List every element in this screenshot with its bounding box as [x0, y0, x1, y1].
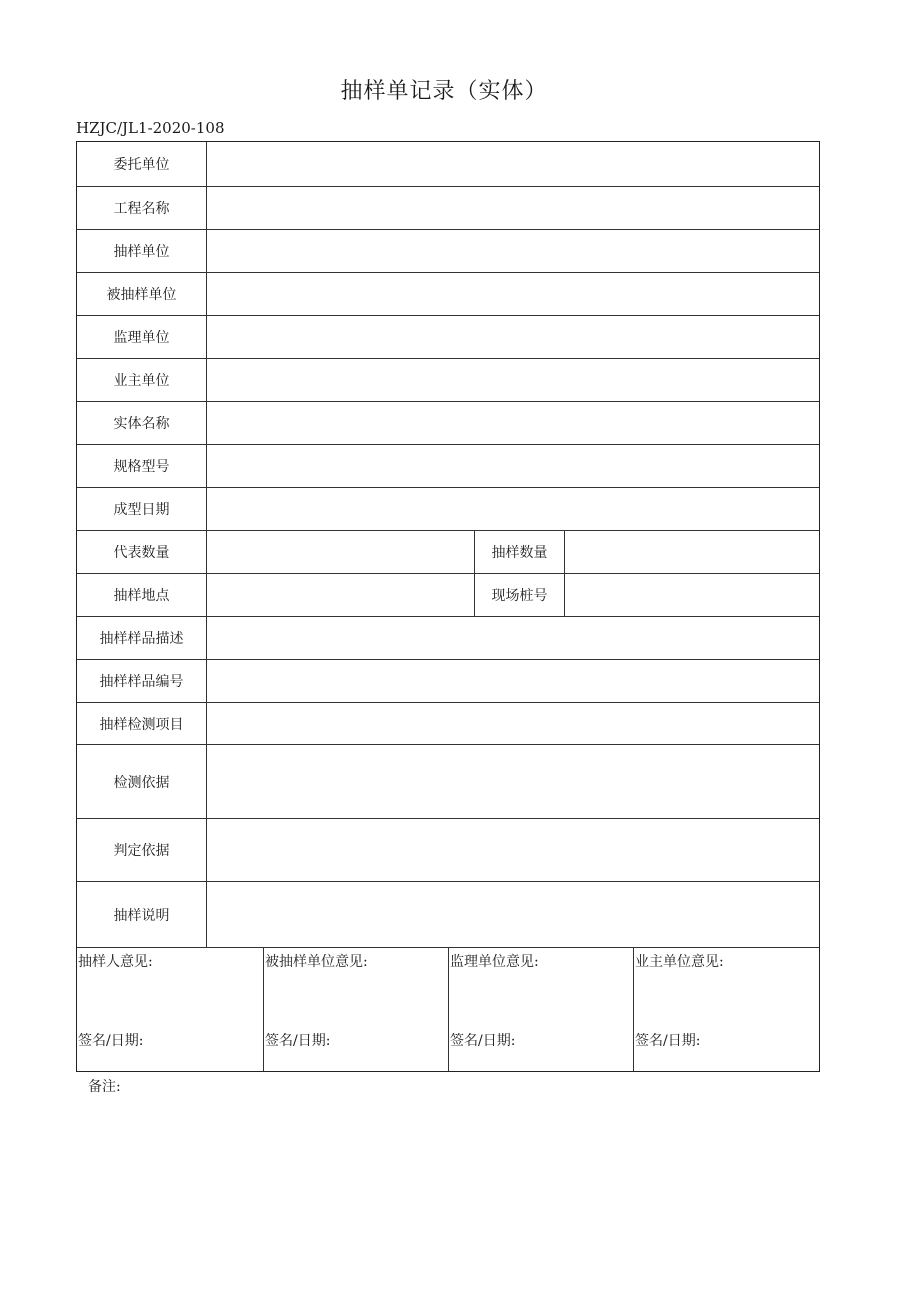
row-client-unit: [77, 142, 819, 187]
row-sampling-notes: [77, 882, 819, 948]
row-entity-name: [77, 402, 819, 445]
supervision-unit-opinion-label: 监理单位意见:: [450, 954, 539, 970]
field-test-basis[interactable]: [207, 745, 819, 818]
label-client-unit: 委托单位: [77, 142, 207, 186]
document-code: HZJC/JL1-2020-108: [76, 119, 225, 137]
signature-section: [77, 948, 819, 1071]
supervision-unit-sign-date-label: 签名/日期:: [450, 1033, 516, 1049]
field-sampling-notes[interactable]: [207, 882, 819, 947]
label-test-basis: 检测依据: [77, 745, 207, 818]
label-sampling-unit: 抽样单位: [77, 230, 207, 272]
owner-unit-opinion-label: 业主单位意见:: [635, 954, 724, 970]
row-sampling-location: [77, 574, 819, 617]
field-forming-date[interactable]: [207, 488, 819, 530]
field-spec-model[interactable]: [207, 445, 819, 487]
signature-owner-unit[interactable]: [634, 948, 819, 1071]
row-spec-model: [77, 445, 819, 488]
label-site-stake-number: 现场桩号: [475, 574, 565, 616]
label-owner-unit: 业主单位: [77, 359, 207, 401]
row-forming-date: [77, 488, 819, 531]
label-sampled-unit: 被抽样单位: [77, 273, 207, 315]
row-sampled-unit: [77, 273, 819, 316]
field-sample-number[interactable]: [207, 660, 819, 702]
field-owner-unit[interactable]: [207, 359, 819, 401]
field-sampling-location[interactable]: [207, 574, 475, 616]
row-judgment-basis: [77, 819, 819, 882]
sampler-sign-date-label: 签名/日期:: [78, 1033, 144, 1049]
row-sample-description: [77, 617, 819, 660]
field-represent-quantity[interactable]: [207, 531, 475, 573]
row-test-basis: [77, 745, 819, 819]
remark-label: 备注:: [88, 1079, 121, 1095]
field-judgment-basis[interactable]: [207, 819, 819, 881]
label-supervision-unit: 监理单位: [77, 316, 207, 358]
signature-sampled-unit[interactable]: [264, 948, 449, 1071]
sampler-opinion-label: 抽样人意见:: [78, 954, 153, 970]
row-test-items: [77, 703, 819, 745]
document-title: 抽样单记录（实体）: [340, 79, 548, 104]
label-judgment-basis: 判定依据: [77, 819, 207, 881]
field-entity-name[interactable]: [207, 402, 819, 444]
field-sample-description[interactable]: [207, 617, 819, 659]
row-sample-number: [77, 660, 819, 703]
row-owner-unit: [77, 359, 819, 402]
label-represent-quantity: 代表数量: [77, 531, 207, 573]
row-supervision-unit: [77, 316, 819, 359]
label-sample-description: 抽样样品描述: [77, 617, 207, 659]
sampled-unit-opinion-label: 被抽样单位意见:: [265, 954, 368, 970]
label-test-items: 抽样检测项目: [77, 703, 207, 744]
field-sampling-quantity[interactable]: [565, 531, 819, 573]
field-project-name[interactable]: [207, 187, 819, 229]
label-sampling-location: 抽样地点: [77, 574, 207, 616]
label-spec-model: 规格型号: [77, 445, 207, 487]
label-sampling-quantity: 抽样数量: [475, 531, 565, 573]
row-sampling-unit: [77, 230, 819, 273]
field-test-items[interactable]: [207, 703, 819, 744]
field-supervision-unit[interactable]: [207, 316, 819, 358]
label-entity-name: 实体名称: [77, 402, 207, 444]
label-forming-date: 成型日期: [77, 488, 207, 530]
owner-unit-sign-date-label: 签名/日期:: [635, 1033, 701, 1049]
signature-sampler[interactable]: [77, 948, 264, 1071]
sampled-unit-sign-date-label: 签名/日期:: [265, 1033, 331, 1049]
field-sampled-unit[interactable]: [207, 273, 819, 315]
row-represent-quantity: [77, 531, 819, 574]
label-sample-number: 抽样样品编号: [77, 660, 207, 702]
signature-supervision-unit[interactable]: [449, 948, 634, 1071]
label-sampling-notes: 抽样说明: [77, 882, 207, 947]
label-project-name: 工程名称: [77, 187, 207, 229]
field-sampling-unit[interactable]: [207, 230, 819, 272]
field-client-unit[interactable]: [207, 142, 819, 186]
sampling-form-table: [76, 141, 820, 1072]
row-project-name: [77, 187, 819, 230]
field-site-stake-number[interactable]: [565, 574, 819, 616]
